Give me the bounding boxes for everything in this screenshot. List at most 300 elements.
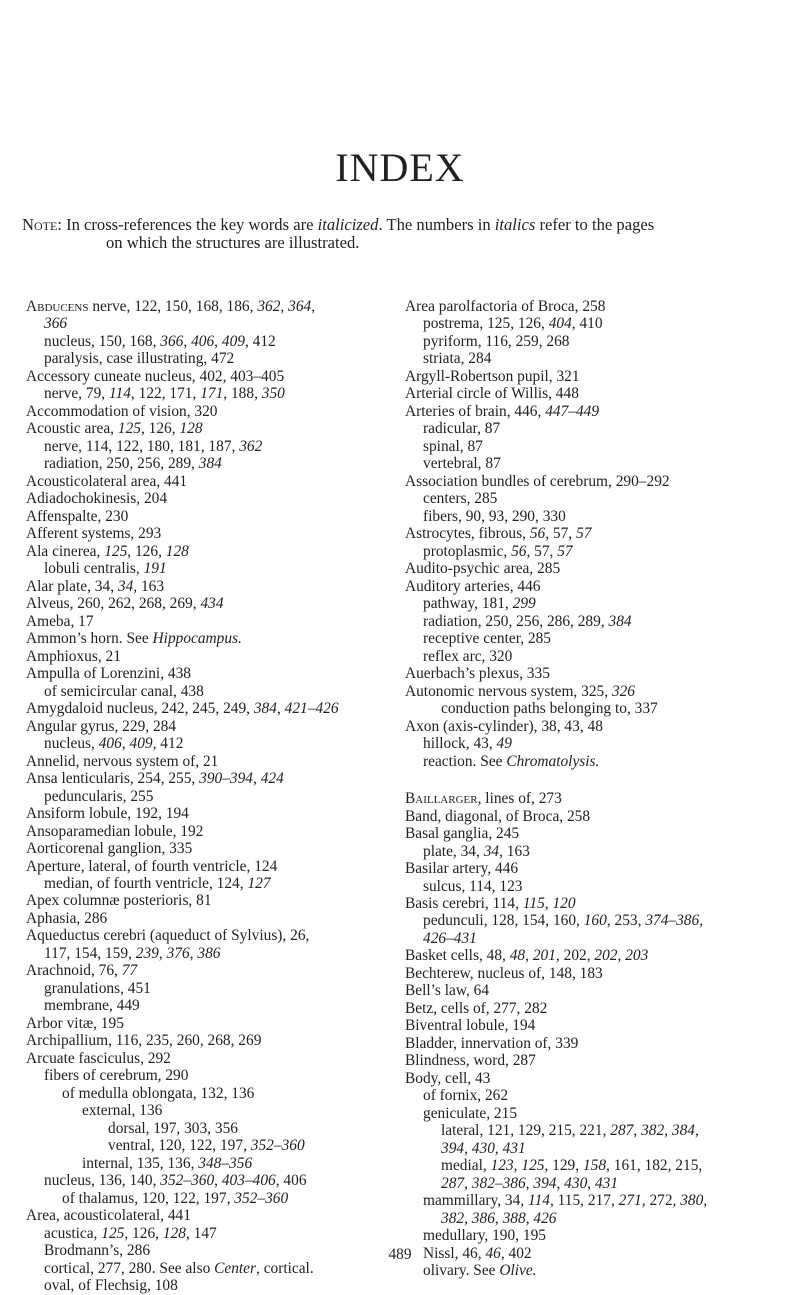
entry-text: internal, 135, 136, [82, 1154, 199, 1172]
entry-text: Bell’s law, 64 [405, 982, 490, 1000]
entry-text: , 202, [555, 947, 595, 965]
entry-text: , 406 [275, 1172, 307, 1190]
entry-text: Area, acousticolateral, 441 [26, 1207, 191, 1225]
entry-text: oval, of Flechsig, 108 [44, 1277, 178, 1295]
entry-text: Auditory arteries, 446 [405, 577, 541, 595]
index-entry [26, 508, 406, 525]
page-ref-illustrated: Olive. [499, 1262, 537, 1280]
entry-text: , [311, 298, 316, 315]
index-entry [26, 595, 406, 612]
index-subentry [405, 595, 785, 612]
entry-text: of fornix, 262 [423, 1087, 509, 1105]
entry-text: nucleus, 136, 140, [44, 1172, 161, 1190]
entry-text: lobuli centralis, [44, 560, 144, 578]
page-title: INDEX [335, 145, 465, 190]
entry-text: Autonomic nervous system, 325, [405, 682, 612, 700]
index-subentry [405, 648, 785, 665]
note-line-1-text [62, 215, 654, 234]
page-ref-illustrated: 431 [594, 1174, 619, 1192]
entry-text: membrane, 449 [44, 997, 140, 1015]
index-subentry [26, 1155, 406, 1172]
index-entry [26, 368, 406, 385]
entry-text: , 126, [140, 420, 180, 438]
entry-text: , 272, [641, 1192, 681, 1210]
index-subentry [405, 1262, 785, 1279]
entry-text: Basal ganglia, 245 [405, 825, 520, 843]
entry-text: hillock, 43, [423, 735, 497, 753]
index-subentry [26, 560, 406, 577]
entry-text: mammillary, 34, [423, 1192, 529, 1210]
page-ref-illustrated: Center [214, 1259, 256, 1277]
entry-text: , [253, 770, 261, 788]
page-ref-illustrated: 201 [532, 947, 556, 965]
entry-text: , [544, 894, 553, 912]
entry-text: , 412 [244, 332, 276, 350]
page-ref-illustrated: 48 [509, 947, 526, 965]
entry-text: Archipallium, 116, 235, 260, 268, 269 [26, 1032, 262, 1050]
index-entry [26, 665, 406, 682]
index-subentry [405, 1105, 785, 1122]
index-entry [26, 823, 406, 840]
index-entry [405, 790, 785, 807]
index-entry [405, 665, 785, 682]
entry-text: pyriform, 116, 259, 268 [423, 332, 570, 350]
page-ref-illustrated: 434 [200, 595, 224, 613]
entry-text: , [183, 332, 192, 350]
index-subentry [405, 1175, 785, 1192]
entry-text: radiation, 250, 256, 289, [44, 455, 199, 473]
entry-text: , 412 [152, 735, 184, 753]
index-entry [405, 473, 785, 490]
page-ref-illustrated: 426–431 [423, 929, 477, 947]
index-subentry [26, 683, 406, 700]
page-ref-illustrated: 384 [198, 455, 222, 473]
page-ref-illustrated: 191 [143, 560, 167, 578]
page-ref-illustrated: 350 [261, 385, 285, 403]
entry-text: , [699, 912, 704, 930]
index-entry [26, 840, 406, 857]
entry-text: Aphasia, 286 [26, 909, 108, 927]
index-subentry [405, 1210, 785, 1227]
page-ref-illustrated: 56 [529, 525, 546, 543]
entry-text: Alar plate, 34, [26, 577, 118, 595]
entry-text: Accessory cuneate nucleus, 402, 403–405 [26, 367, 285, 385]
page-ref-illustrated: 57 [576, 525, 592, 543]
page-ref-illustrated: 362 [257, 298, 281, 315]
index-subentry [405, 630, 785, 647]
entry-text: , [556, 1174, 565, 1192]
entry-text: Afferent systems, 293 [26, 525, 162, 543]
entry-text: , [464, 1174, 472, 1192]
index-entry [26, 578, 406, 595]
index-entry [405, 525, 785, 542]
entry-text: bducens [37, 298, 89, 315]
entry-text: , [525, 1209, 534, 1227]
page-ref-illustrated: 366 [44, 315, 68, 333]
index-entry [405, 982, 785, 999]
index-subentry [26, 980, 406, 997]
page-ref-illustrated: 287 [610, 1122, 634, 1140]
index-entry [405, 965, 785, 982]
index-entry [405, 578, 785, 595]
page-ref-illustrated: 171 [200, 385, 224, 403]
index-subentry [26, 1102, 406, 1119]
index-entry [405, 403, 785, 420]
entry-text: , 163 [499, 842, 530, 860]
page-ref-illustrated: 348–356 [198, 1154, 253, 1172]
entry-text: plate, 34, [423, 842, 484, 860]
entry-text: , 253, [606, 912, 646, 930]
page-ref-illustrated: 114 [108, 385, 131, 403]
index-subentry [405, 912, 785, 929]
page-ref-illustrated: 382–386 [471, 1174, 526, 1192]
page-ref-illustrated: 409 [221, 332, 245, 350]
index-entry [405, 860, 785, 877]
page-ref-illustrated: Hippocampus. [152, 630, 242, 648]
entry-text: Ansa lenticularis, 254, 255, [26, 770, 200, 788]
page-ref-illustrated: 57 [557, 542, 573, 560]
page-ref-illustrated: 384 [608, 612, 632, 630]
index-entry [26, 962, 406, 979]
entry-text: reflex arc, 320 [423, 647, 513, 665]
entry-text: Apex columnæ posterioris, 81 [26, 892, 212, 910]
entry-text: , [664, 1122, 672, 1140]
note-lead: Note: [22, 215, 62, 234]
entry-text: , 129, [544, 1157, 583, 1175]
entry-text: nerve, 79, [44, 385, 109, 403]
entry-text: , [214, 332, 222, 350]
page-ref-illustrated: 404 [548, 315, 572, 333]
entry-text: fibers of cerebrum, 290 [44, 1067, 189, 1085]
entry-text: receptive center, 285 [423, 630, 551, 648]
page-ref-illustrated: 382 [441, 1209, 465, 1227]
entry-text: conduction paths belonging to, 337 [441, 700, 658, 718]
entry-text: Audito-psychic area, 285 [405, 560, 561, 578]
page-ref-illustrated: 128 [165, 542, 189, 560]
note-paragraph [22, 216, 782, 252]
page-ref-illustrated: 120 [552, 894, 576, 912]
page-ref-illustrated: 394 [533, 1174, 557, 1192]
entry-text: Ammon’s horn. See [26, 630, 153, 648]
page-ref-illustrated: 366 [160, 332, 184, 350]
index-entry [26, 613, 406, 630]
index-subentry [405, 930, 785, 947]
entry-text: , [525, 947, 533, 965]
index-subentry [405, 613, 785, 630]
index-subentry [26, 333, 406, 350]
entry-text: of semicircular canal, 438 [44, 682, 204, 700]
entry-text: Adiadochokinesis, 204 [26, 490, 168, 508]
index-subentry [26, 1225, 406, 1242]
index-entry [405, 1017, 785, 1034]
entry-text: Acousticolateral area, 441 [26, 472, 188, 490]
entry-text: B [405, 790, 416, 808]
entry-text: nerve, 122, 150, 168, 186, [88, 298, 258, 315]
index-subentry [26, 945, 406, 962]
index-entry [26, 543, 406, 560]
entry-text: cortical, 277, 280. See also [44, 1259, 215, 1277]
entry-text: radiation, 250, 256, 286, 289, [423, 612, 609, 630]
index-entry [26, 805, 406, 822]
entry-text: Band, diagonal, of Broca, 258 [405, 807, 591, 825]
entry-text: olivary. See [423, 1262, 500, 1280]
page-ref-illustrated: 160 [583, 912, 607, 930]
page-ref-illustrated: 403–406 [221, 1172, 276, 1190]
index-subentry [26, 1190, 406, 1207]
entry-text: , [494, 1139, 503, 1157]
entry-text: , 147 [185, 1224, 217, 1242]
entry-text: sulcus, 114, 123 [423, 877, 523, 895]
index-entry [26, 420, 406, 437]
entry-text: Arteries of brain, 446, [405, 402, 546, 420]
page-ref-illustrated: 114 [528, 1192, 550, 1210]
entry-text: , 402 [500, 1244, 532, 1262]
page-ref-illustrated: 384 [671, 1122, 695, 1140]
entry-text: Ansiform lobule, 192, 194 [26, 805, 189, 823]
index-entry [405, 718, 785, 735]
entry-text: , 122, 171, [130, 385, 201, 403]
entry-text: A [26, 298, 38, 315]
entry-text: Ala cinerea, [26, 542, 105, 560]
index-entry [26, 1015, 406, 1032]
index-entry [405, 1052, 785, 1069]
entry-text: , [587, 1174, 595, 1192]
entry-text: Aqueductus cerebri (aqueduct of Sylvius), 26, [26, 927, 310, 945]
entry-text: aillarger [415, 790, 478, 808]
index-subentry [26, 438, 406, 455]
index-entry [405, 683, 785, 700]
page-ref-illustrated: 49 [496, 735, 512, 753]
entry-text: , [276, 700, 285, 718]
page-ref-illustrated: italicized [317, 215, 379, 234]
page-ref-illustrated: 271 [618, 1192, 642, 1210]
entry-text: radicular, 87 [423, 420, 501, 438]
page-ref-illustrated: 382 [641, 1122, 665, 1140]
entry-text: of medulla oblongata, 132, 136 [62, 1084, 255, 1102]
entry-text: , 57, [545, 525, 576, 543]
entry-text: Astrocytes, fibrous, [405, 525, 530, 543]
page-ref-illustrated: 430 [471, 1139, 495, 1157]
index-entry [26, 630, 406, 647]
entry-text: , [280, 298, 289, 315]
index-entry [26, 700, 406, 717]
entry-text: Arbor vitæ, 195 [26, 1014, 124, 1032]
index-subentry [26, 735, 406, 752]
page-ref-illustrated: 376 [166, 944, 190, 962]
page-ref-illustrated: 394 [441, 1139, 465, 1157]
page-ref-illustrated: 421–426 [284, 700, 339, 718]
index-subentry [405, 843, 785, 860]
index-entry [26, 403, 406, 420]
page-ref-illustrated: 125 [101, 1224, 125, 1242]
index-subentry [26, 350, 406, 367]
entry-text: pedunculi, 128, 154, 160, [423, 912, 584, 930]
index-subentry [26, 1067, 406, 1084]
page-ref-illustrated: 127 [247, 874, 271, 892]
index-entry [405, 385, 785, 402]
entry-text: acustica, [44, 1224, 102, 1242]
index-subentry [26, 1137, 406, 1154]
index-entry [405, 368, 785, 385]
entry-text: , 163 [133, 577, 165, 595]
page-ref-illustrated: 352–360 [160, 1172, 215, 1190]
page-ref-illustrated: 34 [117, 577, 134, 595]
entry-text: Ampulla of Lorenzini, 438 [26, 665, 191, 683]
entry-text: Amphioxus, 21 [26, 647, 121, 665]
entry-text: granulations, 451 [44, 979, 151, 997]
entry-text: Aorticorenal ganglion, 335 [26, 840, 193, 858]
index-entry [26, 1032, 406, 1049]
page-ref-illustrated: 380 [680, 1192, 704, 1210]
entry-text: medullary, 190, 195 [423, 1227, 546, 1245]
entry-text: Bechterew, nucleus of, 148, 183 [405, 964, 603, 982]
entry-text: Auerbach’s plexus, 335 [405, 665, 550, 683]
entry-text: , [703, 1192, 708, 1210]
page-ref-illustrated: 409 [129, 735, 153, 753]
entry-text: fibers, 90, 93, 290, 330 [423, 507, 566, 525]
index-entry [26, 892, 406, 909]
entry-text: Annelid, nervous system of, 21 [26, 752, 219, 770]
entry-text: , [464, 1139, 472, 1157]
entry-text: Arachnoid, 76, [26, 962, 122, 980]
page-ref-illustrated: 352–360 [234, 1189, 289, 1207]
entry-text: refer to the pages [535, 215, 655, 234]
entry-text: Axon (axis-cylinder), 38, 43, 48 [405, 717, 603, 735]
entry-text: , 161, 182, 215, [606, 1157, 703, 1175]
index-subentry [26, 875, 406, 892]
page-ref-illustrated: 299 [512, 595, 536, 613]
index-entry [26, 927, 406, 944]
index-entry [26, 298, 406, 315]
entry-text: 117, 154, 159, [44, 944, 136, 962]
entry-text: external, 136 [82, 1102, 163, 1120]
entry-text: Argyll-Robertson pupil, 321 [405, 367, 580, 385]
entry-text: , [494, 1209, 503, 1227]
entry-text: , [158, 944, 167, 962]
page-ref-illustrated: 386 [471, 1209, 495, 1227]
index-column-left [26, 298, 406, 1295]
page-ref-illustrated: Chromatolysis. [506, 752, 600, 770]
index-entry [405, 1035, 785, 1052]
entry-text: median, of fourth ventricle, 124, [44, 874, 248, 892]
entry-text: nucleus, [44, 735, 99, 753]
index-subentry [26, 1120, 406, 1137]
index-subentry [405, 350, 785, 367]
page-ref-illustrated: 158 [582, 1157, 607, 1175]
entry-text: Acoustic area, [26, 420, 118, 438]
entry-text: Arterial circle of Willis, 448 [405, 385, 579, 403]
entry-text: Aperture, lateral, of fourth ventricle, 124 [26, 857, 278, 875]
index-subentry [405, 1192, 785, 1209]
index-entry [405, 560, 785, 577]
page-ref-illustrated: 123 [490, 1157, 514, 1175]
entry-text: ventral, 120, 122, 197, [108, 1137, 251, 1155]
entry-text: , lines of, 273 [477, 790, 562, 808]
index-entry [26, 1050, 406, 1067]
entry-text: Basilar artery, 446 [405, 860, 519, 878]
entry-text: protoplasmic, [423, 542, 512, 560]
page-ref-illustrated: 406 [191, 332, 215, 350]
entry-text: geniculate, 215 [423, 1104, 518, 1122]
entry-text: Body, cell, 43 [405, 1069, 491, 1087]
index-entry [26, 770, 406, 787]
entry-text: , [189, 944, 198, 962]
entry-text: Ameba, 17 [26, 612, 94, 630]
index-entry [405, 825, 785, 842]
page-ref-illustrated: 430 [564, 1174, 588, 1192]
page-ref-illustrated: 388 [502, 1209, 526, 1227]
entry-text: nucleus, 150, 168, [44, 332, 161, 350]
index-entry [405, 1000, 785, 1017]
index-entry [26, 525, 406, 542]
index-entry [26, 753, 406, 770]
page-ref-illustrated: 352–360 [250, 1137, 305, 1155]
entry-text: , 115, 217, [549, 1192, 619, 1210]
index-subentry [405, 420, 785, 437]
entry-text: , 126, [127, 542, 166, 560]
entry-text: In cross-references the key words are [61, 215, 318, 234]
index-column-right [405, 298, 785, 1280]
entry-text: Bladder, innervation of, 339 [405, 1034, 579, 1052]
page-ref-illustrated: 447–449 [545, 402, 600, 420]
page-ref-illustrated: 364 [288, 298, 312, 315]
index-subentry [405, 490, 785, 507]
page-ref-illustrated: 239 [135, 944, 159, 962]
entry-text: , 188, [223, 385, 262, 403]
entry-text: of thalamus, 120, 122, 197, [62, 1189, 235, 1207]
page-ref-illustrated: 115 [522, 894, 545, 912]
entry-text: Association bundles of cerebrum, 290–292 [405, 472, 670, 490]
index-subentry [26, 1085, 406, 1102]
entry-text: , cortical. [256, 1259, 314, 1277]
page-ref-illustrated: 128 [179, 420, 203, 438]
page-ref-illustrated: 77 [121, 962, 138, 980]
page-ref-illustrated: 424 [260, 770, 284, 788]
entry-text: lateral, 121, 129, 215, 221, [441, 1122, 611, 1140]
entry-text: nerve, 114, 122, 180, 181, 187, [44, 437, 240, 455]
entry-text: striata, 284 [423, 350, 492, 368]
index-subentry [26, 455, 406, 472]
page-ref-illustrated: 202 [594, 947, 618, 965]
entry-text: Betz, cells of, 277, 282 [405, 999, 548, 1017]
entry-text: , [121, 735, 130, 753]
entry-text: . The numbers in [378, 215, 495, 234]
entry-text: postrema, 125, 126, [423, 315, 549, 333]
entry-text: peduncularis, 255 [44, 787, 154, 805]
index-subentry [405, 543, 785, 560]
page-ref-illustrated: 46 [485, 1244, 501, 1262]
index-subentry [405, 315, 785, 332]
page-ref-illustrated: 287 [441, 1174, 465, 1192]
entry-text: paralysis, case illustrating, 472 [44, 350, 235, 368]
index-entry [26, 910, 406, 927]
index-subentry [26, 997, 406, 1014]
index-subentry [405, 1157, 785, 1174]
entry-text: Affenspalte, 230 [26, 507, 129, 525]
index-entry [405, 947, 785, 964]
entry-text: , 57, [526, 542, 558, 560]
page-ref-illustrated: 125 [117, 420, 141, 438]
entry-text: , [525, 1174, 534, 1192]
entry-text: Basket cells, 48, [405, 947, 510, 965]
entry-text: , [214, 1172, 222, 1190]
entry-text: vertebral, 87 [423, 455, 501, 473]
index-subentry [405, 333, 785, 350]
entry-text: Nissl, 46, [423, 1244, 486, 1262]
entry-text: reaction. See [423, 752, 507, 770]
entry-text: , [513, 1157, 522, 1175]
entry-text: Arcuate fasciculus, 292 [26, 1049, 171, 1067]
